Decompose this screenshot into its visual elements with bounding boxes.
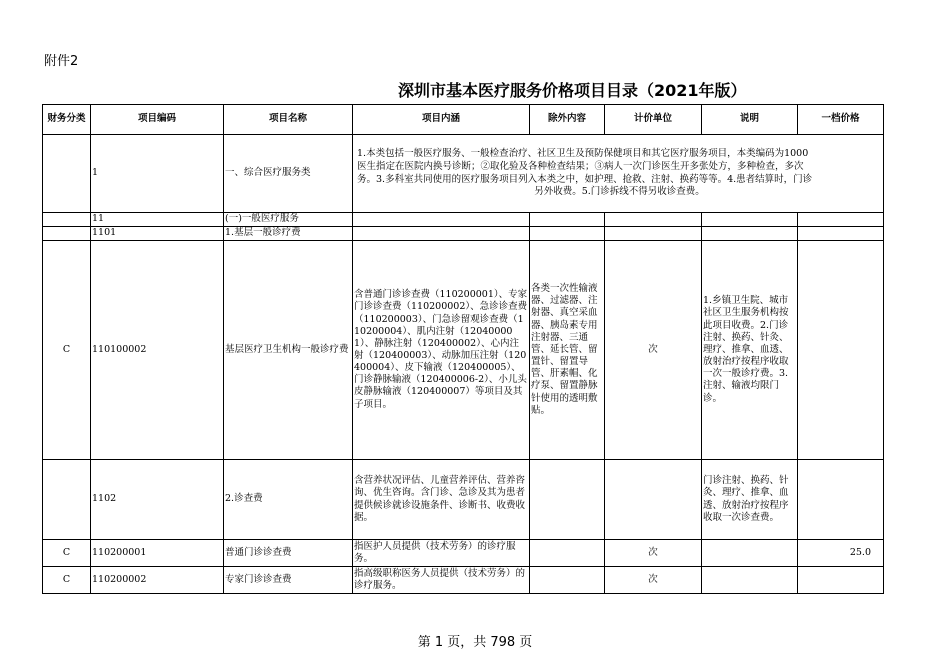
cell-category: [43, 227, 91, 241]
table-row: [43, 540, 884, 567]
cell-unit: 次: [605, 241, 702, 460]
table-row: [43, 567, 884, 594]
table-row: [43, 241, 884, 460]
cell-notes: [702, 540, 798, 567]
cell-unit: 次: [605, 567, 702, 594]
attachment-label: 附件2: [44, 54, 79, 69]
cell-empty: [605, 227, 702, 241]
cell-notes: 1.乡镇卫生院、城市社区卫生服务机构按此项目收费。2.门诊注射、换药、针灸、理疗、推拿、血透、放射治疗按程序收取一次一般诊疗费。3.注射、输液均限门诊。: [702, 241, 798, 460]
cell-name: 1.基层一般诊疗费: [224, 227, 353, 241]
cell-category: [43, 213, 91, 227]
header-category: 财务分类: [43, 105, 91, 135]
header-content: 项目内涵: [353, 105, 530, 135]
cell-empty: [353, 227, 530, 241]
cell-content: 含营养状况评估、儿童营养评估、营养咨询、优生咨询。含门诊、急诊及其为患者提供候诊就诊设施条件、诊断书、收费收据。: [353, 460, 530, 540]
explanation-line: 医生指定在医院内换号诊断；②取化验及各种检查结果；③病人一次门诊医生开多张处方，多种检查，多次: [357, 160, 804, 172]
cell-empty: [605, 213, 702, 227]
header-notes: 说明: [702, 105, 798, 135]
table-row: [43, 460, 884, 540]
cell-exclusions: [530, 460, 605, 540]
cell-exclusions: [530, 540, 605, 567]
cell-price: 25.0: [798, 540, 884, 567]
header-exclusions: 除外内容: [530, 105, 605, 135]
cell-code: 110200001: [91, 540, 224, 567]
cell-price: [798, 567, 884, 594]
cell-content: 含普通门诊诊查费（110200001）、专家门诊诊查费（110200002）、急诊诊查费（110200003）、门急诊留观诊查费（110200004）、肌内注射（120400001）、静脉注射（120400002）、心内注射（120400003）、动脉加压注射（120400004）、皮下输液（120400005）、门诊静脉输液（120400006-2）、小儿头皮静脉输液（120400007）等项目及其子项目。: [353, 241, 530, 460]
cell-category-explanation: [353, 135, 884, 213]
cell-category: [43, 460, 91, 540]
cell-price: [798, 241, 884, 460]
cell-empty: [530, 227, 605, 241]
cell-exclusions: [530, 567, 605, 594]
header-unit: 计价单位: [605, 105, 702, 135]
cell-code: 1102: [91, 460, 224, 540]
table-row: [43, 135, 884, 213]
header-price: 一档价格: [798, 105, 884, 135]
cell-name: 一、综合医疗服务类: [224, 135, 353, 213]
cell-content: 指医护人员提供（技术劳务）的诊疗服务。: [353, 540, 530, 567]
cell-empty: [798, 227, 884, 241]
explanation-line: 另外收费。5.门诊拆线不得另收诊查费。: [534, 186, 705, 198]
explanation-line: 务。3.多科室共同使用的医疗服务项目列入本类之中，如护理、抢救、注射、换药等等。4.患者结算时，门诊: [357, 173, 813, 185]
cell-empty: [798, 213, 884, 227]
cell-unit: 次: [605, 540, 702, 567]
header-code: 项目编码: [91, 105, 224, 135]
cell-empty: [702, 227, 798, 241]
explanation-line: 1.本类包括一般医疗服务、一般检查治疗、社区卫生及预防保健项目和其它医疗服务项目，本类编码为1000: [357, 147, 809, 159]
table-row: [43, 213, 884, 227]
cell-name: (一)一般医疗服务: [224, 213, 353, 227]
cell-empty: [530, 213, 605, 227]
cell-exclusions: 各类一次性输液器、过滤器、注射器、真空采血器、胰岛素专用注射器、三通管、延长管、留置针、留置导管、肝素帽、化疗泵、留置静脉针使用的透明敷贴。: [530, 241, 605, 460]
cell-empty: [353, 213, 530, 227]
cell-notes: [702, 567, 798, 594]
cell-notes: 门诊注射、换药、针灸、理疗、推拿、血透、放射治疗按程序收取一次诊查费。: [702, 460, 798, 540]
cell-price: [798, 460, 884, 540]
cell-category: [43, 135, 91, 213]
cell-code: 11: [91, 213, 224, 227]
cell-name: 基层医疗卫生机构一般诊疗费: [224, 241, 353, 460]
cell-unit: [605, 460, 702, 540]
cell-code: 1: [91, 135, 224, 213]
cell-code: 1101: [91, 227, 224, 241]
price-catalog-table: [42, 104, 884, 594]
cell-content: 指高级职称医务人员提供（技术劳务）的诊疗服务。: [353, 567, 530, 594]
header-name: 项目名称: [224, 105, 353, 135]
cell-category: C: [43, 567, 91, 594]
cell-empty: [702, 213, 798, 227]
table-header-row: [43, 105, 884, 135]
cell-name: 专家门诊诊查费: [224, 567, 353, 594]
cell-category: C: [43, 241, 91, 460]
cell-code: 110200002: [91, 567, 224, 594]
cell-category: C: [43, 540, 91, 567]
document-title: 深圳市基本医疗服务价格项目目录（2021年版）: [398, 81, 747, 100]
page-footer: 第 1 页，共 798 页: [417, 635, 533, 650]
cell-code: 110100002: [91, 241, 224, 460]
table-row: [43, 227, 884, 241]
cell-name: 2.诊查费: [224, 460, 353, 540]
cell-name: 普通门诊诊查费: [224, 540, 353, 567]
